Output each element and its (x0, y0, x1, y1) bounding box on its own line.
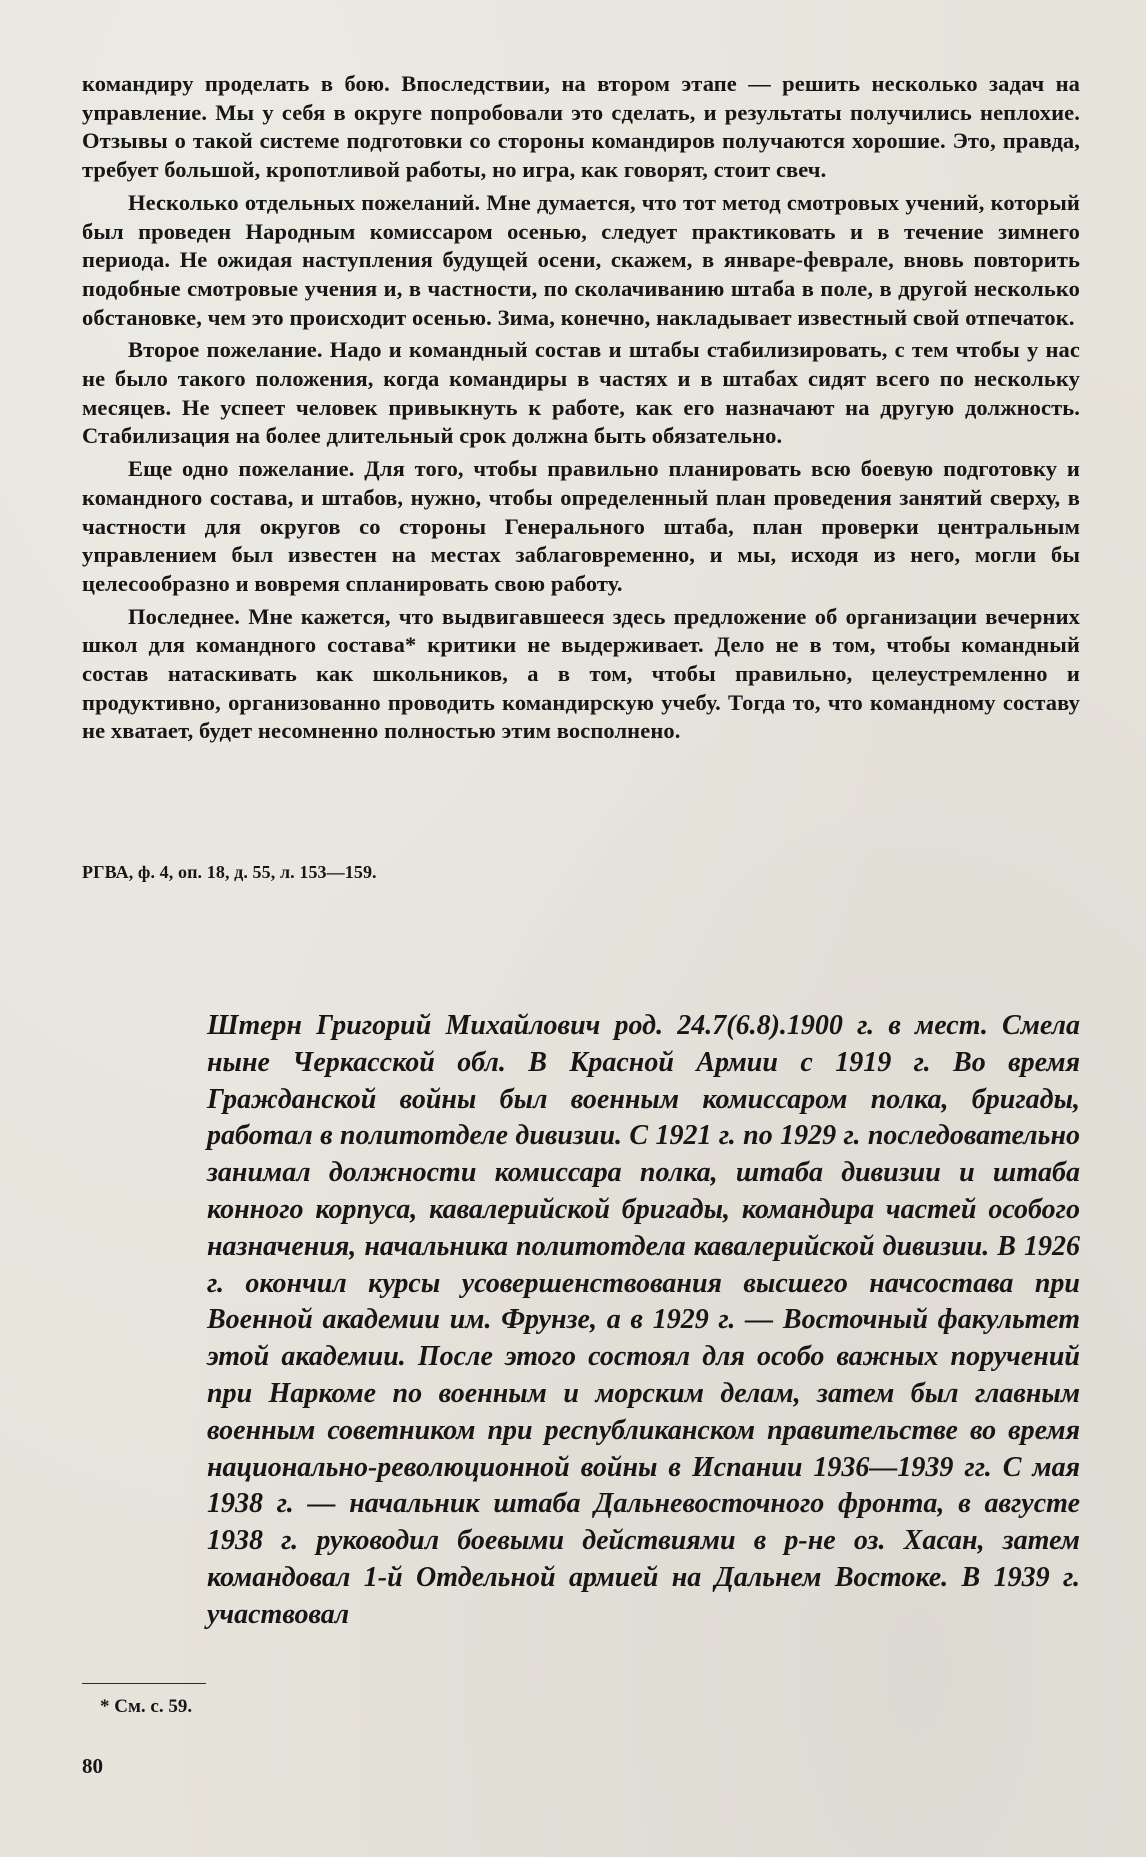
main-text (82, 70, 1080, 750)
paragraph-5: Последнее. Мне кажется, что выдвигавшееся здесь предложение об организации вечерних школ для командного состава* критики не выдерживает. Дело не в том, чтобы командный состав натаскивать как школьников, а в том, чтобы правильно, целеустремленно и продуктивно, организованно проводить командирскую учебу. Тогда то, что командному составу не хватает, будет несомненно полностью этим восполнено. (82, 603, 1080, 744)
biographical-note: Штерн Григорий Михайлович род. 24.7(6.8).1900 г. в мест. Смела ныне Черкасской обл. В Красной Армии с 1919 г. Во время Гражданской войны был военным комиссаром полка, бригады, работал в политотделе дивизии. С 1921 г. по 1929 г. последовательно занимал должности комиссара полка, штаба дивизии и штаба конного корпуса, кавалерийской бригады, командира частей особого назначения, начальника политотдела кавалерийской дивизии. В 1926 г. окончил курсы усовершенствования высшего начсостава при Военной академии им. Фрунзе, а в 1929 г. — Восточный факультет этой академии. После этого состоял для особо важных поручений при Наркоме по военным и морским делам, затем был главным военным советником при республиканском правительстве во время национально-революционной войны в Испании 1936—1939 гг. С мая 1938 г. — начальник штаба Дальневосточного фронта, в августе 1938 г. руководил боевыми действиями в р-не оз. Хасан, затем командовал 1-й Отдельной армией на Дальнем Востоке. В 1939 г. участвовал (207, 1010, 1080, 1630)
paragraph-1: командиру проделать в бою. Впоследствии, на втором этапе — решить несколько задач на управление. Мы у себя в округе попробовали это сделать, и результаты получились неплохие. Отзывы о такой системе подготовки со стороны командиров получаются хорошие. Это, правда, требует большой, кропотливой работы, но игра, как говорят, стоит свеч. (82, 71, 1080, 183)
page-number: 80 (82, 1754, 103, 1778)
archive-reference: РГВА, ф. 4, оп. 18, д. 55, л. 153—159. (82, 862, 377, 882)
paragraph-3: Второе пожелание. Надо и командный состав и штабы стабилизировать, с тем чтобы у нас не было такого положения, когда командиры в частях и в штабах сидят всего по нескольку месяцев. Не успеет человек привыкнуть к работе, как его назначают на другую должность. Стабилизация на более длительный срок должна быть обязательно. (82, 337, 1080, 449)
paragraph-4: Еще одно пожелание. Для того, чтобы правильно планировать всю боевую подготовку и командного состава, и штабов, нужно, чтобы определенный план проведения занятий сверху, в частности для округов со стороны Генерального штаба, план проверки центральным управлением был известен на местах заблаговременно, и мы, исходя из него, могли бы целесообразно и вовремя спланировать свою работу. (82, 456, 1080, 596)
footnote: * См. с. 59. (100, 1696, 193, 1717)
paragraph-2: Несколько отдельных пожеланий. Мне думается, что тот метод смотровых учений, который был проведен Народным комиссаром осенью, следует практиковать и в течение зимнего периода. Не ожидая наступления будущей осени, скажем, в январе-феврале, вновь повторить подобные смотровые учения и, в частности, по сколачиванию штаба в поле, в другой несколько обстановке, чем это происходит осенью. Зима, конечно, накладывает известный свой отпечаток. (82, 189, 1080, 330)
footnote-divider (82, 1683, 206, 1684)
